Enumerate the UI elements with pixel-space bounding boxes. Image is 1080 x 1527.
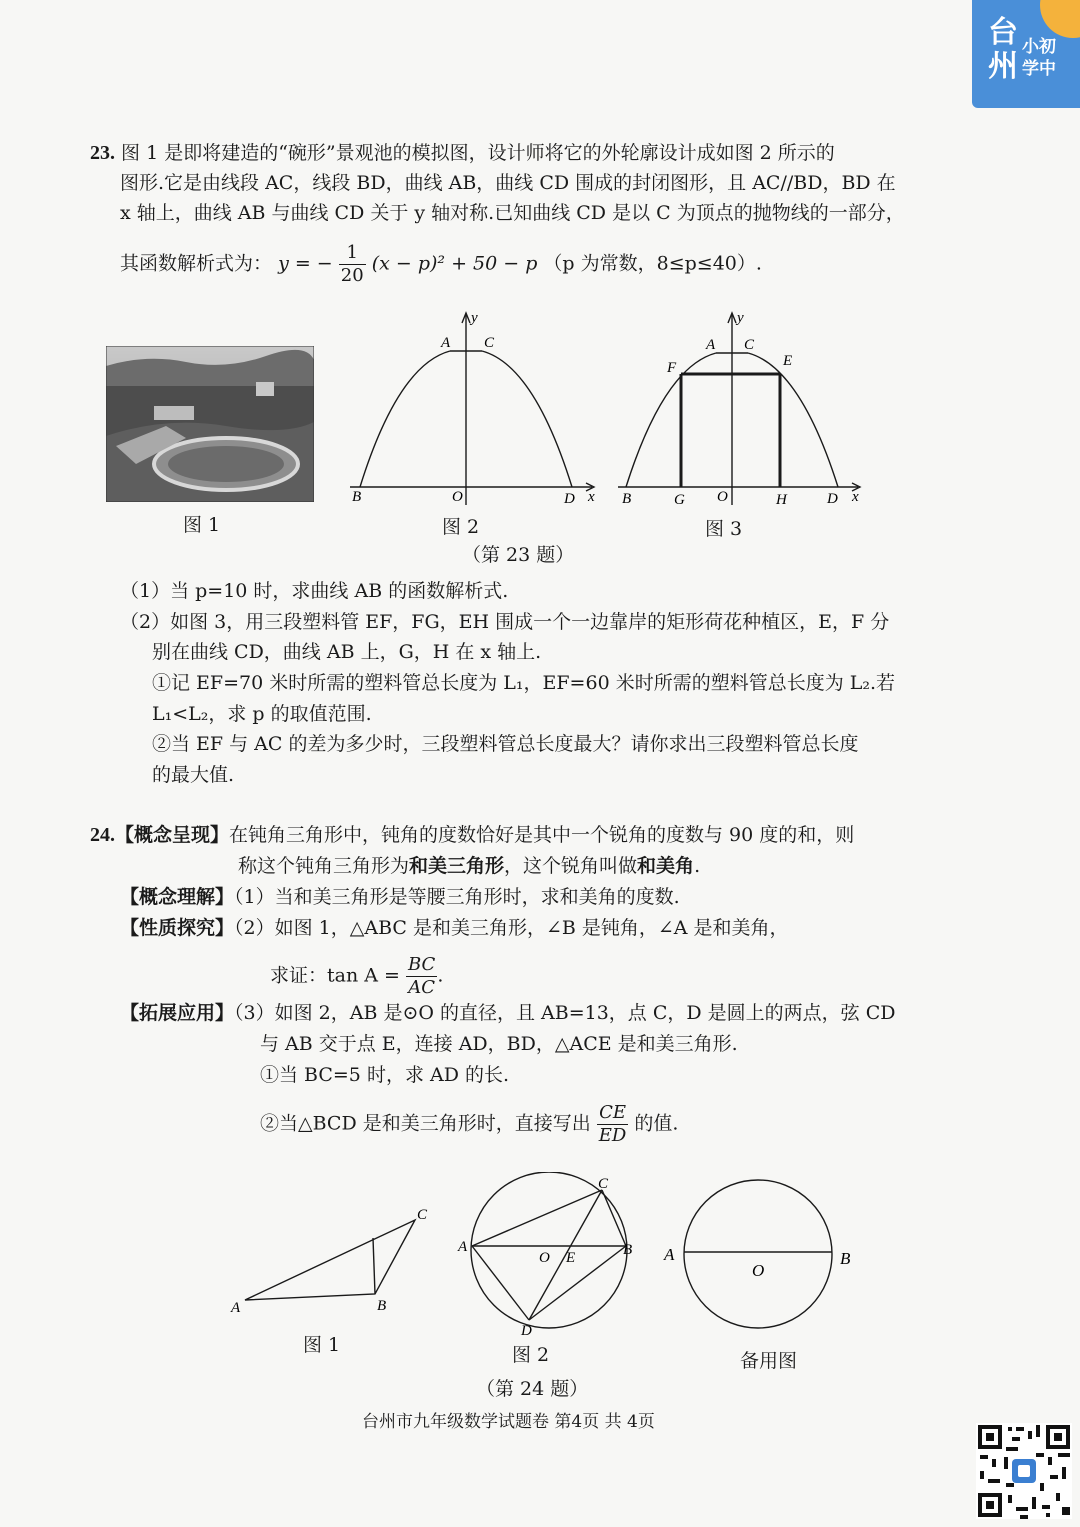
q24-text-3: （1）当和美三角形是等腰三角形时，求和美角的度数. — [234, 886, 680, 908]
q23-formula-rhs: (x − p)² + 50 − p — [371, 252, 538, 275]
q24-text-1: 在钝角三角形中，钝角的度数恰好是其中一个锐角的度数与 90 度的和，则 — [229, 824, 855, 846]
q23-line-1: 图 1 是即将建造的“碗形”景观池的模拟图，设计师将它的外轮廓设计成如图 2 所示的 — [121, 142, 835, 164]
fig3-E-label: E — [783, 353, 793, 369]
q24-text-6: （3）如图 2，AB 是⊙O 的直径，且 AB=13，点 C，D 是圆上的两点，弦 CD — [234, 1002, 896, 1024]
q24-line-7: 与 AB 交于点 E，连接 AD，BD，△ACE 是和美三角形. — [260, 1033, 738, 1055]
q24-ratio-fraction — [597, 1102, 629, 1147]
fig2-x-label: x — [588, 489, 595, 505]
q23-part-2c: ①记 EF=70 米时所需的塑料管总长度为 L₁，EF=60 米时所需的塑料管总长度为 L₂.若 — [152, 672, 896, 694]
q23-fig3-caption: 图 3 — [705, 518, 743, 540]
q23-part-2d: L₁<L₂，求 p 的取值范围. — [152, 703, 372, 725]
fig3-F-label: F — [667, 360, 677, 376]
q24-fig2-D-label: D — [521, 1323, 532, 1337]
q24-line-4 — [120, 913, 789, 943]
fig2-y-label: y — [471, 310, 478, 326]
fig2-A-label: A — [441, 335, 451, 351]
q24-fig1-A-label: A — [231, 1300, 241, 1316]
q23-part-2e: ②当 EF 与 AC 的差为多少时，三段塑料管总长度最大？请你求出三段塑料管总长度 — [152, 733, 859, 755]
q24-proof-post: . — [437, 964, 444, 987]
q24-fig3-caption: 备用图 — [740, 1350, 798, 1372]
q23-line-4-pre: 其函数解析式为： — [120, 252, 273, 275]
logo-char-2: 州 — [988, 49, 1018, 84]
page-footer: 台州市九年级数学试题卷 第4页 共 4页 — [362, 1412, 655, 1432]
q24-fig2-A-label: A — [458, 1239, 468, 1255]
q23-fig2-caption: 图 2 — [442, 516, 480, 538]
q24-number: 24. — [90, 824, 115, 846]
fig3-O-label: O — [717, 489, 728, 505]
q24-proof-pre: 求证：tan A = — [270, 964, 400, 987]
q24-fig2-B-label: B — [623, 1242, 633, 1258]
q24-tag-understanding: 【概念理解】 — [120, 886, 235, 908]
q24-fig2-circle — [455, 1172, 645, 1337]
q23-part-1: （1）当 p=10 时，求曲线 AB 的函数解析式. — [120, 580, 509, 602]
q24-line-1 — [90, 820, 854, 850]
q23-fig1-photo — [106, 346, 314, 502]
q24-fig2-caption: 图 2 — [512, 1344, 550, 1366]
fig2-C-label: C — [484, 335, 495, 351]
q23-formula-line — [120, 242, 762, 287]
q23-fig1-caption: 图 1 — [183, 514, 221, 536]
q23-number: 23. — [90, 142, 115, 164]
q24-proof-numerator: BC — [407, 954, 436, 975]
q24-fig2-E-label: E — [566, 1250, 576, 1266]
q23-block — [90, 138, 835, 168]
q24-text-2a: 称这个钝角三角形为 — [238, 855, 410, 877]
q24-ratio-numerator: CE — [597, 1102, 629, 1125]
fig2-B-label: B — [352, 489, 362, 505]
q24-text-2c: ，这个锐角叫做 — [504, 855, 638, 877]
fig2-O-label: O — [452, 489, 463, 505]
logo-small-1: 小初 — [1022, 37, 1056, 57]
fig3-H-label: H — [776, 492, 787, 508]
q23-figures-caption: （第 23 题） — [462, 544, 575, 566]
q24-text-2e: . — [694, 855, 701, 877]
q23-formula-lhs: y = − — [278, 252, 333, 275]
q23-part-2b: 别在曲线 CD，曲线 AB 上，G，H 在 x 轴上. — [152, 641, 542, 663]
fig3-B-label: B — [622, 491, 632, 507]
q23-formula-numerator: 1 — [339, 242, 366, 265]
q24-tag-concept: 【概念呈现】 — [115, 824, 230, 846]
q24-text-9-post: 的值. — [634, 1112, 679, 1135]
q24-fig2-C-label: C — [598, 1176, 609, 1192]
q24-tag-property: 【性质探究】 — [120, 917, 235, 939]
q23-part-2a: （2）如图 3，用三段塑料管 EF，FG，EH 围成一个一边靠岸的矩形荷花种植区，E，F 分 — [120, 611, 890, 633]
q23-line-4-post: （p 为常数，8≤p≤40）. — [543, 252, 762, 275]
q24-line-8: ①当 BC=5 时，求 AD 的长. — [260, 1064, 510, 1086]
q24-term-harmony-triangle: 和美三角形 — [409, 855, 505, 877]
fig3-G-label: G — [674, 492, 685, 508]
q24-fig3-O-label: O — [752, 1261, 765, 1280]
q24-fig1-triangle — [225, 1200, 440, 1320]
q24-line-3 — [120, 882, 680, 912]
q24-fig3-A-label: A — [664, 1245, 675, 1264]
q23-fig3-diagram — [610, 305, 870, 510]
q24-ratio-denominator: ED — [598, 1125, 627, 1146]
q24-line-9 — [260, 1102, 678, 1147]
q24-fig2-O-label: O — [539, 1250, 550, 1266]
q23-part-2f: 的最大值. — [152, 764, 235, 786]
q24-backup-circle — [660, 1178, 860, 1338]
logo-sun-shape — [1040, 0, 1080, 38]
q24-text-4: （2）如图 1，△ABC 是和美三角形，∠B 是钝角，∠A 是和美角， — [234, 917, 789, 939]
q24-fig1-C-label: C — [417, 1207, 428, 1223]
fig3-y-label: y — [737, 310, 744, 326]
q24-fig1-B-label: B — [377, 1298, 387, 1314]
fig3-D-label: D — [827, 491, 838, 507]
q24-fig3-B-label: B — [840, 1249, 851, 1268]
q23-line-3: x 轴上，曲线 AB 与曲线 CD 关于 y 轴对称.已知曲线 CD 是以 C 为顶点的抛物线的一部分， — [120, 202, 905, 224]
q24-line-2 — [238, 851, 700, 881]
fig3-x-label: x — [852, 489, 859, 505]
q23-line-2: 图形.它是由线段 AC，线段 BD，曲线 AB，曲线 CD 围成的封闭图形，且 AC//BD，BD 在 — [120, 172, 896, 194]
q24-text-9-pre: ②当△BCD 是和美三角形时，直接写出 — [260, 1112, 591, 1135]
q24-proof-line — [270, 954, 443, 999]
fig2-D-label: D — [564, 491, 575, 507]
q24-tag-extension: 【拓展应用】 — [120, 1002, 235, 1024]
brand-logo — [972, 0, 1080, 108]
qr-code[interactable] — [976, 1423, 1072, 1519]
fig3-A-label: A — [706, 337, 716, 353]
q23-fig2-diagram — [340, 305, 610, 510]
q24-figures-caption: （第 24 题） — [476, 1378, 589, 1400]
logo-small-2: 学中 — [1022, 59, 1056, 79]
q24-fig1-caption: 图 1 — [303, 1334, 341, 1356]
fig3-C-label: C — [744, 337, 755, 353]
q23-formula-denominator: 20 — [340, 265, 364, 286]
q24-line-6 — [120, 998, 895, 1028]
q24-proof-fraction — [406, 954, 437, 999]
q23-formula-fraction — [339, 242, 366, 287]
logo-char-1: 台 — [988, 15, 1018, 50]
q24-proof-denominator: AC — [408, 977, 436, 998]
q24-term-harmony-angle: 和美角 — [637, 855, 695, 877]
